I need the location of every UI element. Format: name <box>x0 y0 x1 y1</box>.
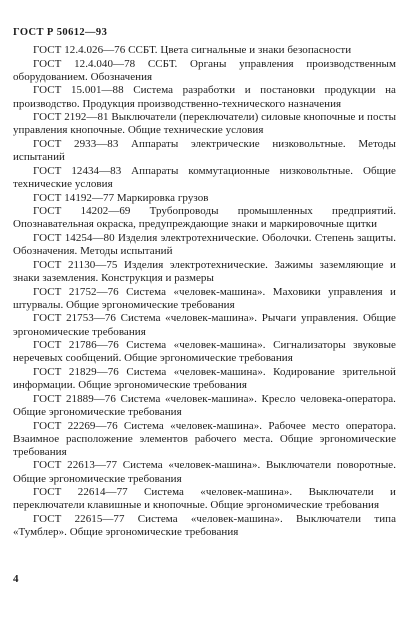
reference-entry: ГОСТ 14192—77 Маркировка грузов <box>33 191 209 204</box>
reference-entry: ГОСТ 12434—83 Аппараты коммутационные низковольтные. Общие технические условия <box>13 164 396 190</box>
reference-entry: ГОСТ 21130—75 Изделия электротехнические. Зажимы заземляющие и знаки заземления. Конструкция и размеры <box>13 258 396 284</box>
reference-entry: ГОСТ 21752—76 Система «человек-машина». Маховики управления и штурвалы. Общие эргономические требования <box>13 285 396 311</box>
reference-entry: ГОСТ 22269—76 Система «человек-машина». Рабочее место оператора. Взаимное расположение элементов рабочего места. Общие эргономические требования <box>13 419 396 458</box>
reference-entry: ГОСТ 15.001—88 Система разработки и постановки продукции на производство. Продукция производственно-технического назначения <box>13 84 396 110</box>
reference-entry: ГОСТ 21786—76 Система «человек-машина». Сигнализаторы звуковые неречевых сообщений. Общие эргономические требования <box>13 339 396 365</box>
reference-entry: ГОСТ 22614—77 Система «человек-машина». Выключатели и переключатели клавишные и кнопочные. Общие эргономические требования <box>13 486 396 512</box>
reference-entry: ГОСТ 12.4.026—76 ССБТ. Цвета сигнальные и знаки безопасности <box>33 44 352 56</box>
reference-entry: ГОСТ 22613—77 Система «человек-машина». Выключатели поворотные. Общие эргономические требования <box>13 459 396 485</box>
standards-reference-list <box>13 44 396 539</box>
reference-entry: ГОСТ 22615—77 Система «человек-машина». Выключатели типа «Тумблер». Общие эргономические требования <box>13 512 396 539</box>
reference-entry: ГОСТ 21889—76 Система «человек-машина». Кресло человека-оператора. Общие эргономические требования <box>13 392 396 418</box>
reference-entry: ГОСТ 12.4.040—78 ССБТ. Органы управления производственным оборудованием. Обозначения <box>13 57 396 83</box>
reference-entry: ГОСТ 14254—80 Изделия электротехнические. Оболочки. Степень защиты. Обозначения. Методы испытаний <box>13 232 396 258</box>
page-number: 4 <box>13 573 19 585</box>
document-code-header: ГОСТ Р 50612—93 <box>13 27 108 38</box>
reference-entry: ГОСТ 21829—76 Система «человек-машина». Кодирование зрительной информации. Общие эргономические требования <box>13 365 396 392</box>
reference-entry: ГОСТ 14202—69 Трубопроводы промышленных предприятий. Опознавательная окраска, предупреждающие знаки и маркировочные щитки <box>13 205 396 231</box>
reference-entry: ГОСТ 2192—81 Выключатели (переключатели) силовые кнопочные и посты управления кнопочные. Общие технические условия <box>13 111 397 137</box>
reference-entry: ГОСТ 21753—76 Система «человек-машина». Рычаги управления. Общие эргономические требования <box>13 312 396 338</box>
reference-entry: ГОСТ 2933—83 Аппараты электрические низковольтные. Методы испытаний <box>13 138 396 164</box>
